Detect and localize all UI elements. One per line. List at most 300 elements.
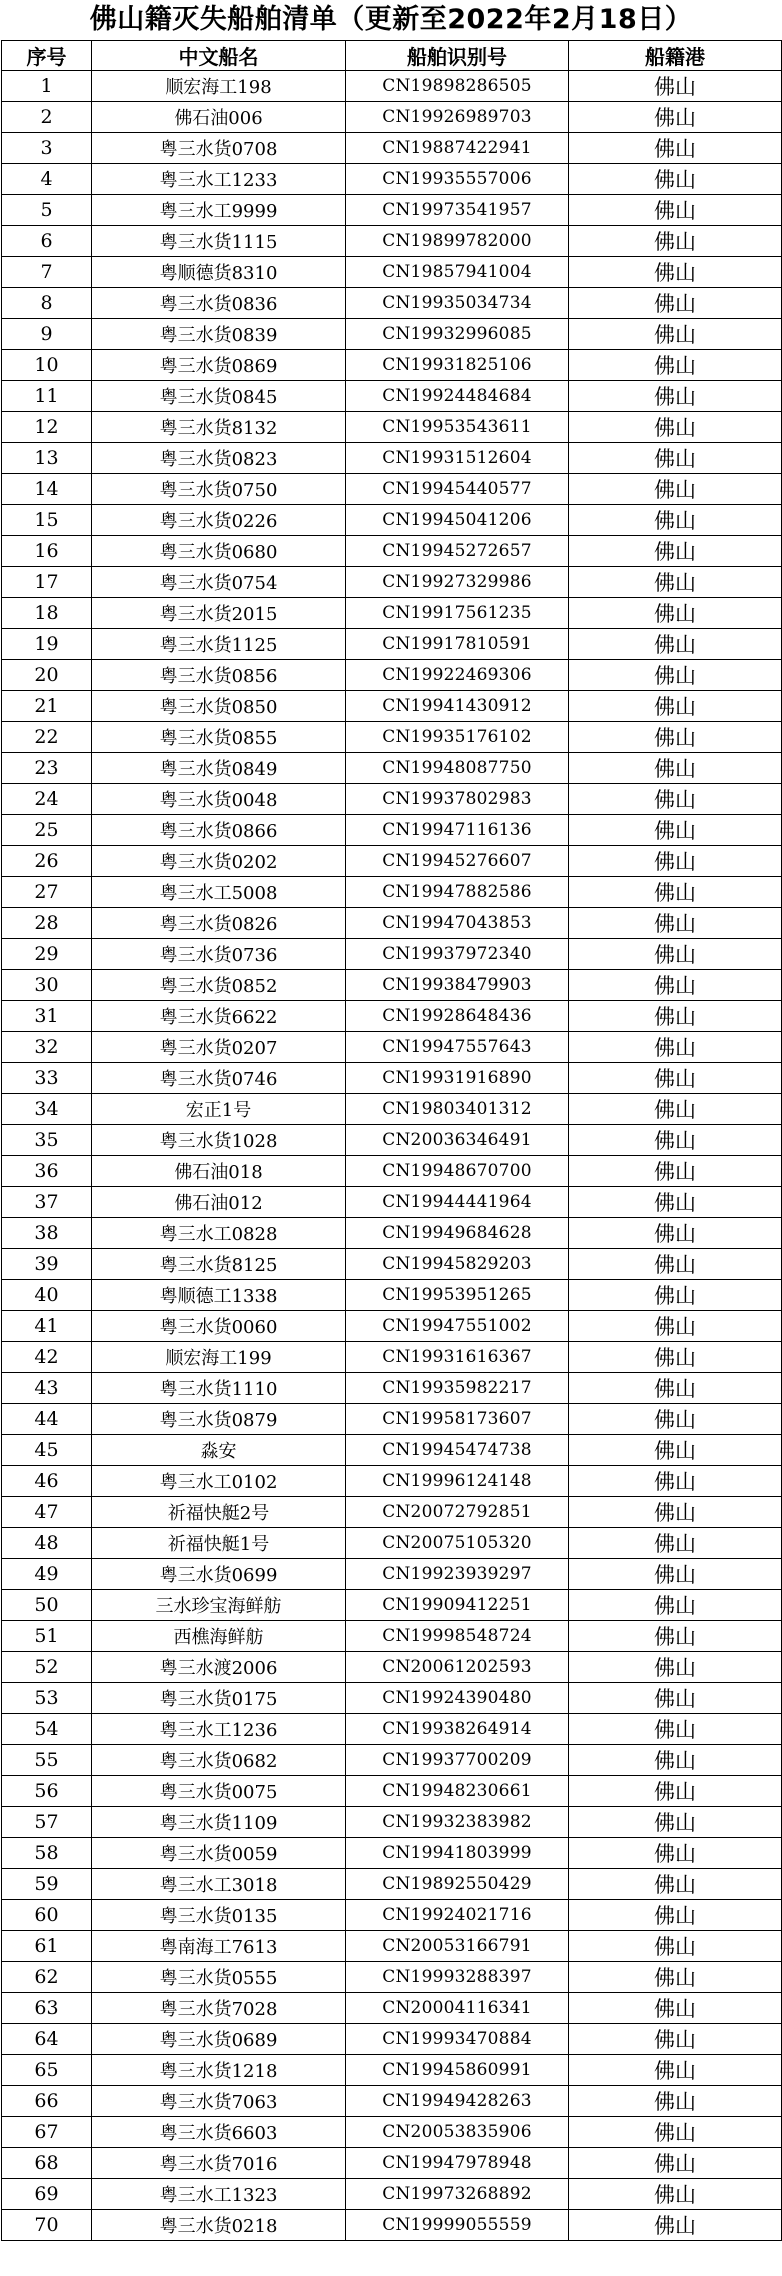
table-row xyxy=(2,474,782,505)
column-header-ship-id: 船舶识别号 xyxy=(346,41,569,71)
header-row xyxy=(2,41,782,71)
ship-name-cell: 粤三水货0202 xyxy=(92,846,346,877)
ship-name-cell: 西樵海鲜舫 xyxy=(92,1621,346,1652)
row-index-cell: 55 xyxy=(2,1745,92,1776)
port-cell: 佛山 xyxy=(569,1683,782,1714)
table-row xyxy=(2,815,782,846)
row-index-cell: 44 xyxy=(2,1404,92,1435)
ship-name-cell: 三水珍宝海鲜舫 xyxy=(92,1590,346,1621)
table-row xyxy=(2,2055,782,2086)
port-cell: 佛山 xyxy=(569,1404,782,1435)
row-index-cell: 59 xyxy=(2,1869,92,1900)
table-row xyxy=(2,1001,782,1032)
port-cell: 佛山 xyxy=(569,1590,782,1621)
row-index-cell: 50 xyxy=(2,1590,92,1621)
row-index-cell: 23 xyxy=(2,753,92,784)
ship-name-cell: 粤三水货1125 xyxy=(92,629,346,660)
ship-id-cell: CN19899782000 xyxy=(346,226,569,257)
row-index-cell: 30 xyxy=(2,970,92,1001)
ship-name-cell: 顺宏海工199 xyxy=(92,1342,346,1373)
row-index-cell: 27 xyxy=(2,877,92,908)
ship-name-cell: 佛石油012 xyxy=(92,1187,346,1218)
table-row xyxy=(2,164,782,195)
row-index-cell: 19 xyxy=(2,629,92,660)
ship-name-cell: 粤三水工1233 xyxy=(92,164,346,195)
row-index-cell: 36 xyxy=(2,1156,92,1187)
ship-id-cell: CN20004116341 xyxy=(346,1993,569,2024)
port-cell: 佛山 xyxy=(569,195,782,226)
ship-id-cell: CN19945474738 xyxy=(346,1435,569,1466)
port-cell: 佛山 xyxy=(569,1032,782,1063)
port-cell: 佛山 xyxy=(569,412,782,443)
row-index-cell: 65 xyxy=(2,2055,92,2086)
row-index-cell: 69 xyxy=(2,2179,92,2210)
ship-name-cell: 粤顺德货8310 xyxy=(92,257,346,288)
ship-id-cell: CN19996124148 xyxy=(346,1466,569,1497)
table-row xyxy=(2,1404,782,1435)
ship-name-cell: 粤三水货8132 xyxy=(92,412,346,443)
ship-id-cell: CN19909412251 xyxy=(346,1590,569,1621)
ship-id-cell: CN19935982217 xyxy=(346,1373,569,1404)
ship-name-cell: 粤三水货1109 xyxy=(92,1807,346,1838)
ship-id-cell: CN19926989703 xyxy=(346,102,569,133)
ship-name-cell: 粤三水工1236 xyxy=(92,1714,346,1745)
table-row xyxy=(2,1838,782,1869)
table-row xyxy=(2,660,782,691)
ship-id-cell: CN19993288397 xyxy=(346,1962,569,1993)
table-row xyxy=(2,350,782,381)
row-index-cell: 48 xyxy=(2,1528,92,1559)
row-index-cell: 46 xyxy=(2,1466,92,1497)
row-index-cell: 26 xyxy=(2,846,92,877)
ship-name-cell: 佛石油006 xyxy=(92,102,346,133)
column-header-ship-name: 中文船名 xyxy=(92,41,346,71)
ship-id-cell: CN19803401312 xyxy=(346,1094,569,1125)
ship-id-cell: CN19958173607 xyxy=(346,1404,569,1435)
ship-name-cell: 粤三水货0708 xyxy=(92,133,346,164)
port-cell: 佛山 xyxy=(569,939,782,970)
port-cell: 佛山 xyxy=(569,629,782,660)
port-cell: 佛山 xyxy=(569,381,782,412)
ship-id-cell: CN19945440577 xyxy=(346,474,569,505)
port-cell: 佛山 xyxy=(569,1528,782,1559)
row-index-cell: 18 xyxy=(2,598,92,629)
row-index-cell: 57 xyxy=(2,1807,92,1838)
table-row xyxy=(2,629,782,660)
port-cell: 佛山 xyxy=(569,1993,782,2024)
ship-id-cell: CN19887422941 xyxy=(346,133,569,164)
port-cell: 佛山 xyxy=(569,474,782,505)
row-index-cell: 16 xyxy=(2,536,92,567)
table-row xyxy=(2,753,782,784)
row-index-cell: 17 xyxy=(2,567,92,598)
table-row xyxy=(2,195,782,226)
table-row xyxy=(2,1714,782,1745)
row-index-cell: 33 xyxy=(2,1063,92,1094)
ship-name-cell: 粤三水货0689 xyxy=(92,2024,346,2055)
ship-name-cell: 粤三水货1110 xyxy=(92,1373,346,1404)
ship-name-cell: 粤三水货0680 xyxy=(92,536,346,567)
row-index-cell: 42 xyxy=(2,1342,92,1373)
port-cell: 佛山 xyxy=(569,350,782,381)
ship-name-cell: 粤三水货0869 xyxy=(92,350,346,381)
ship-id-cell: CN19931512604 xyxy=(346,443,569,474)
port-cell: 佛山 xyxy=(569,1497,782,1528)
row-index-cell: 22 xyxy=(2,722,92,753)
ship-id-cell: CN19999055559 xyxy=(346,2210,569,2241)
table-row xyxy=(2,1807,782,1838)
ship-name-cell: 粤南海工7613 xyxy=(92,1931,346,1962)
ship-id-cell: CN19937802983 xyxy=(346,784,569,815)
ship-name-cell: 粤三水工9999 xyxy=(92,195,346,226)
row-index-cell: 60 xyxy=(2,1900,92,1931)
ship-id-cell: CN19949428263 xyxy=(346,2086,569,2117)
port-cell: 佛山 xyxy=(569,598,782,629)
port-cell: 佛山 xyxy=(569,877,782,908)
column-header-index: 序号 xyxy=(2,41,92,71)
port-cell: 佛山 xyxy=(569,1962,782,1993)
table-row xyxy=(2,505,782,536)
row-index-cell: 43 xyxy=(2,1373,92,1404)
row-index-cell: 34 xyxy=(2,1094,92,1125)
ship-name-cell: 粤三水货0175 xyxy=(92,1683,346,1714)
row-index-cell: 3 xyxy=(2,133,92,164)
row-index-cell: 5 xyxy=(2,195,92,226)
ship-id-cell: CN19973541957 xyxy=(346,195,569,226)
port-cell: 佛山 xyxy=(569,1218,782,1249)
row-index-cell: 11 xyxy=(2,381,92,412)
table-row xyxy=(2,567,782,598)
port-cell: 佛山 xyxy=(569,288,782,319)
ship-name-cell: 粤三水货0682 xyxy=(92,1745,346,1776)
row-index-cell: 7 xyxy=(2,257,92,288)
ship-id-cell: CN19898286505 xyxy=(346,71,569,102)
port-cell: 佛山 xyxy=(569,1838,782,1869)
ship-id-cell: CN19928648436 xyxy=(346,1001,569,1032)
ship-name-cell: 粤三水货0856 xyxy=(92,660,346,691)
ship-name-cell: 粤三水货1028 xyxy=(92,1125,346,1156)
table-row xyxy=(2,1063,782,1094)
ship-name-cell: 粤三水货0218 xyxy=(92,2210,346,2241)
port-cell: 佛山 xyxy=(569,1249,782,1280)
row-index-cell: 15 xyxy=(2,505,92,536)
ship-id-cell: CN19931916890 xyxy=(346,1063,569,1094)
ship-id-cell: CN19945860991 xyxy=(346,2055,569,2086)
ship-id-cell: CN19947551002 xyxy=(346,1311,569,1342)
ship-id-cell: CN20075105320 xyxy=(346,1528,569,1559)
port-cell: 佛山 xyxy=(569,71,782,102)
table-row xyxy=(2,319,782,350)
ship-id-cell: CN19949684628 xyxy=(346,1218,569,1249)
ship-name-cell: 粤三水货0852 xyxy=(92,970,346,1001)
ship-id-cell: CN19947978948 xyxy=(346,2148,569,2179)
port-cell: 佛山 xyxy=(569,1280,782,1311)
row-index-cell: 58 xyxy=(2,1838,92,1869)
ship-id-cell: CN20072792851 xyxy=(346,1497,569,1528)
ship-id-cell: CN19947043853 xyxy=(346,908,569,939)
ship-name-cell: 粤三水货7028 xyxy=(92,1993,346,2024)
port-cell: 佛山 xyxy=(569,1745,782,1776)
table-row xyxy=(2,970,782,1001)
ship-id-cell: CN19917561235 xyxy=(346,598,569,629)
ship-name-cell: 粤三水货0866 xyxy=(92,815,346,846)
ship-id-cell: CN19948670700 xyxy=(346,1156,569,1187)
row-index-cell: 45 xyxy=(2,1435,92,1466)
ship-name-cell: 粤三水货1115 xyxy=(92,226,346,257)
ship-id-cell: CN19938479903 xyxy=(346,970,569,1001)
port-cell: 佛山 xyxy=(569,2179,782,2210)
port-cell: 佛山 xyxy=(569,970,782,1001)
ship-id-cell: CN19937700209 xyxy=(346,1745,569,1776)
table-row xyxy=(2,846,782,877)
table-row xyxy=(2,1776,782,1807)
ship-id-cell: CN19932383982 xyxy=(346,1807,569,1838)
row-index-cell: 20 xyxy=(2,660,92,691)
ship-name-cell: 粤三水货0207 xyxy=(92,1032,346,1063)
port-cell: 佛山 xyxy=(569,257,782,288)
ship-name-cell: 粤三水工1323 xyxy=(92,2179,346,2210)
ship-name-cell: 粤三水工3018 xyxy=(92,1869,346,1900)
ship-id-cell: CN19945829203 xyxy=(346,1249,569,1280)
table-row xyxy=(2,1745,782,1776)
port-cell: 佛山 xyxy=(569,2086,782,2117)
ship-name-cell: 粤三水货0048 xyxy=(92,784,346,815)
row-index-cell: 4 xyxy=(2,164,92,195)
row-index-cell: 39 xyxy=(2,1249,92,1280)
row-index-cell: 67 xyxy=(2,2117,92,2148)
ship-name-cell: 粤三水货0855 xyxy=(92,722,346,753)
row-index-cell: 62 xyxy=(2,1962,92,1993)
table-row xyxy=(2,1373,782,1404)
table-row xyxy=(2,1900,782,1931)
row-index-cell: 51 xyxy=(2,1621,92,1652)
port-cell: 佛山 xyxy=(569,1373,782,1404)
port-cell: 佛山 xyxy=(569,1466,782,1497)
table-row xyxy=(2,1497,782,1528)
table-row xyxy=(2,877,782,908)
ship-id-cell: CN19993470884 xyxy=(346,2024,569,2055)
ship-name-cell: 粤三水货0750 xyxy=(92,474,346,505)
row-index-cell: 64 xyxy=(2,2024,92,2055)
port-cell: 佛山 xyxy=(569,660,782,691)
ship-id-cell: CN19935034734 xyxy=(346,288,569,319)
table-row xyxy=(2,1435,782,1466)
port-cell: 佛山 xyxy=(569,815,782,846)
ship-id-cell: CN19922469306 xyxy=(346,660,569,691)
table-row xyxy=(2,1156,782,1187)
table-row xyxy=(2,939,782,970)
ship-id-cell: CN19892550429 xyxy=(346,1869,569,1900)
row-index-cell: 47 xyxy=(2,1497,92,1528)
table-row xyxy=(2,536,782,567)
ship-id-cell: CN19935557006 xyxy=(346,164,569,195)
table-row xyxy=(2,1683,782,1714)
row-index-cell: 41 xyxy=(2,1311,92,1342)
ship-id-cell: CN19941803999 xyxy=(346,1838,569,1869)
ship-name-cell: 粤三水货0226 xyxy=(92,505,346,536)
ship-id-cell: CN19857941004 xyxy=(346,257,569,288)
port-cell: 佛山 xyxy=(569,1621,782,1652)
ship-name-cell: 粤顺德工1338 xyxy=(92,1280,346,1311)
ship-name-cell: 粤三水货0746 xyxy=(92,1063,346,1094)
table-row xyxy=(2,1032,782,1063)
ship-id-cell: CN19944441964 xyxy=(346,1187,569,1218)
port-cell: 佛山 xyxy=(569,226,782,257)
table-row xyxy=(2,226,782,257)
ship-id-cell: CN19924021716 xyxy=(346,1900,569,1931)
ship-name-cell: 粤三水渡2006 xyxy=(92,1652,346,1683)
port-cell: 佛山 xyxy=(569,164,782,195)
ship-name-cell: 粤三水工5008 xyxy=(92,877,346,908)
ship-id-cell: CN19932996085 xyxy=(346,319,569,350)
table-row xyxy=(2,71,782,102)
port-cell: 佛山 xyxy=(569,2148,782,2179)
table-row xyxy=(2,1125,782,1156)
table-body xyxy=(2,71,782,2241)
ship-id-cell: CN19945041206 xyxy=(346,505,569,536)
table-row xyxy=(2,2179,782,2210)
ship-name-cell: 粤三水货0826 xyxy=(92,908,346,939)
table-row xyxy=(2,2024,782,2055)
row-index-cell: 21 xyxy=(2,691,92,722)
ship-id-cell: CN19927329986 xyxy=(346,567,569,598)
ship-id-cell: CN19931616367 xyxy=(346,1342,569,1373)
table-row xyxy=(2,1311,782,1342)
table-row xyxy=(2,1218,782,1249)
ship-list-table xyxy=(1,40,782,2241)
ship-name-cell: 粤三水货0850 xyxy=(92,691,346,722)
ship-name-cell: 粤三水货0845 xyxy=(92,381,346,412)
ship-name-cell: 粤三水货0849 xyxy=(92,753,346,784)
ship-id-cell: CN20053166791 xyxy=(346,1931,569,1962)
row-index-cell: 6 xyxy=(2,226,92,257)
table-row xyxy=(2,1962,782,1993)
row-index-cell: 14 xyxy=(2,474,92,505)
port-cell: 佛山 xyxy=(569,2117,782,2148)
table-row xyxy=(2,288,782,319)
ship-name-cell: 粤三水货1218 xyxy=(92,2055,346,2086)
ship-id-cell: CN19953543611 xyxy=(346,412,569,443)
row-index-cell: 24 xyxy=(2,784,92,815)
ship-id-cell: CN19953951265 xyxy=(346,1280,569,1311)
ship-name-cell: 粤三水货0823 xyxy=(92,443,346,474)
ship-id-cell: CN19948087750 xyxy=(346,753,569,784)
ship-name-cell: 粤三水货0754 xyxy=(92,567,346,598)
ship-id-cell: CN19937972340 xyxy=(346,939,569,970)
port-cell: 佛山 xyxy=(569,319,782,350)
port-cell: 佛山 xyxy=(569,1063,782,1094)
page-title: 佛山籍灭失船舶清单（更新至2022年2月18日） xyxy=(89,4,693,35)
table-row xyxy=(2,2148,782,2179)
row-index-cell: 70 xyxy=(2,2210,92,2241)
table-row xyxy=(2,722,782,753)
table-row xyxy=(2,1590,782,1621)
port-cell: 佛山 xyxy=(569,846,782,877)
table-row xyxy=(2,1869,782,1900)
row-index-cell: 1 xyxy=(2,71,92,102)
row-index-cell: 8 xyxy=(2,288,92,319)
row-index-cell: 38 xyxy=(2,1218,92,1249)
table-row xyxy=(2,2117,782,2148)
ship-name-cell: 祈福快艇1号 xyxy=(92,1528,346,1559)
port-cell: 佛山 xyxy=(569,1714,782,1745)
table-row xyxy=(2,1187,782,1218)
ship-name-cell: 顺宏海工198 xyxy=(92,71,346,102)
table-row xyxy=(2,2086,782,2117)
ship-name-cell: 粤三水货0059 xyxy=(92,1838,346,1869)
ship-name-cell: 粤三水货0839 xyxy=(92,319,346,350)
ship-name-cell: 粤三水货0736 xyxy=(92,939,346,970)
table-row xyxy=(2,1280,782,1311)
port-cell: 佛山 xyxy=(569,1559,782,1590)
ship-id-cell: CN19935176102 xyxy=(346,722,569,753)
ship-id-cell: CN19941430912 xyxy=(346,691,569,722)
row-index-cell: 37 xyxy=(2,1187,92,1218)
column-header-port: 船籍港 xyxy=(569,41,782,71)
table-row xyxy=(2,1559,782,1590)
table-row xyxy=(2,102,782,133)
row-index-cell: 63 xyxy=(2,1993,92,2024)
port-cell: 佛山 xyxy=(569,722,782,753)
table-row xyxy=(2,133,782,164)
port-cell: 佛山 xyxy=(569,1125,782,1156)
port-cell: 佛山 xyxy=(569,1807,782,1838)
row-index-cell: 32 xyxy=(2,1032,92,1063)
port-cell: 佛山 xyxy=(569,1311,782,1342)
table-row xyxy=(2,598,782,629)
ship-id-cell: CN19947882586 xyxy=(346,877,569,908)
ship-name-cell: 粤三水货6622 xyxy=(92,1001,346,1032)
ship-name-cell: 粤三水货0836 xyxy=(92,288,346,319)
ship-name-cell: 粤三水货0075 xyxy=(92,1776,346,1807)
ship-name-cell: 宏正1号 xyxy=(92,1094,346,1125)
ship-id-cell: CN19945272657 xyxy=(346,536,569,567)
row-index-cell: 25 xyxy=(2,815,92,846)
port-cell: 佛山 xyxy=(569,691,782,722)
ship-name-cell: 粤三水货7016 xyxy=(92,2148,346,2179)
table-row xyxy=(2,1621,782,1652)
port-cell: 佛山 xyxy=(569,505,782,536)
table-row xyxy=(2,1466,782,1497)
ship-id-cell: CN19947116136 xyxy=(346,815,569,846)
row-index-cell: 31 xyxy=(2,1001,92,1032)
ship-id-cell: CN19924484684 xyxy=(346,381,569,412)
port-cell: 佛山 xyxy=(569,1094,782,1125)
ship-id-cell: CN20036346491 xyxy=(346,1125,569,1156)
table-row xyxy=(2,1528,782,1559)
ship-name-cell: 粤三水货6603 xyxy=(92,2117,346,2148)
table-row xyxy=(2,412,782,443)
port-cell: 佛山 xyxy=(569,1187,782,1218)
row-index-cell: 66 xyxy=(2,2086,92,2117)
row-index-cell: 28 xyxy=(2,908,92,939)
table-row xyxy=(2,2210,782,2241)
port-cell: 佛山 xyxy=(569,133,782,164)
row-index-cell: 2 xyxy=(2,102,92,133)
port-cell: 佛山 xyxy=(569,1156,782,1187)
port-cell: 佛山 xyxy=(569,2055,782,2086)
row-index-cell: 54 xyxy=(2,1714,92,1745)
table-row xyxy=(2,1993,782,2024)
row-index-cell: 52 xyxy=(2,1652,92,1683)
port-cell: 佛山 xyxy=(569,1001,782,1032)
port-cell: 佛山 xyxy=(569,1900,782,1931)
port-cell: 佛山 xyxy=(569,908,782,939)
row-index-cell: 35 xyxy=(2,1125,92,1156)
row-index-cell: 12 xyxy=(2,412,92,443)
row-index-cell: 49 xyxy=(2,1559,92,1590)
ship-name-cell: 粤三水货2015 xyxy=(92,598,346,629)
